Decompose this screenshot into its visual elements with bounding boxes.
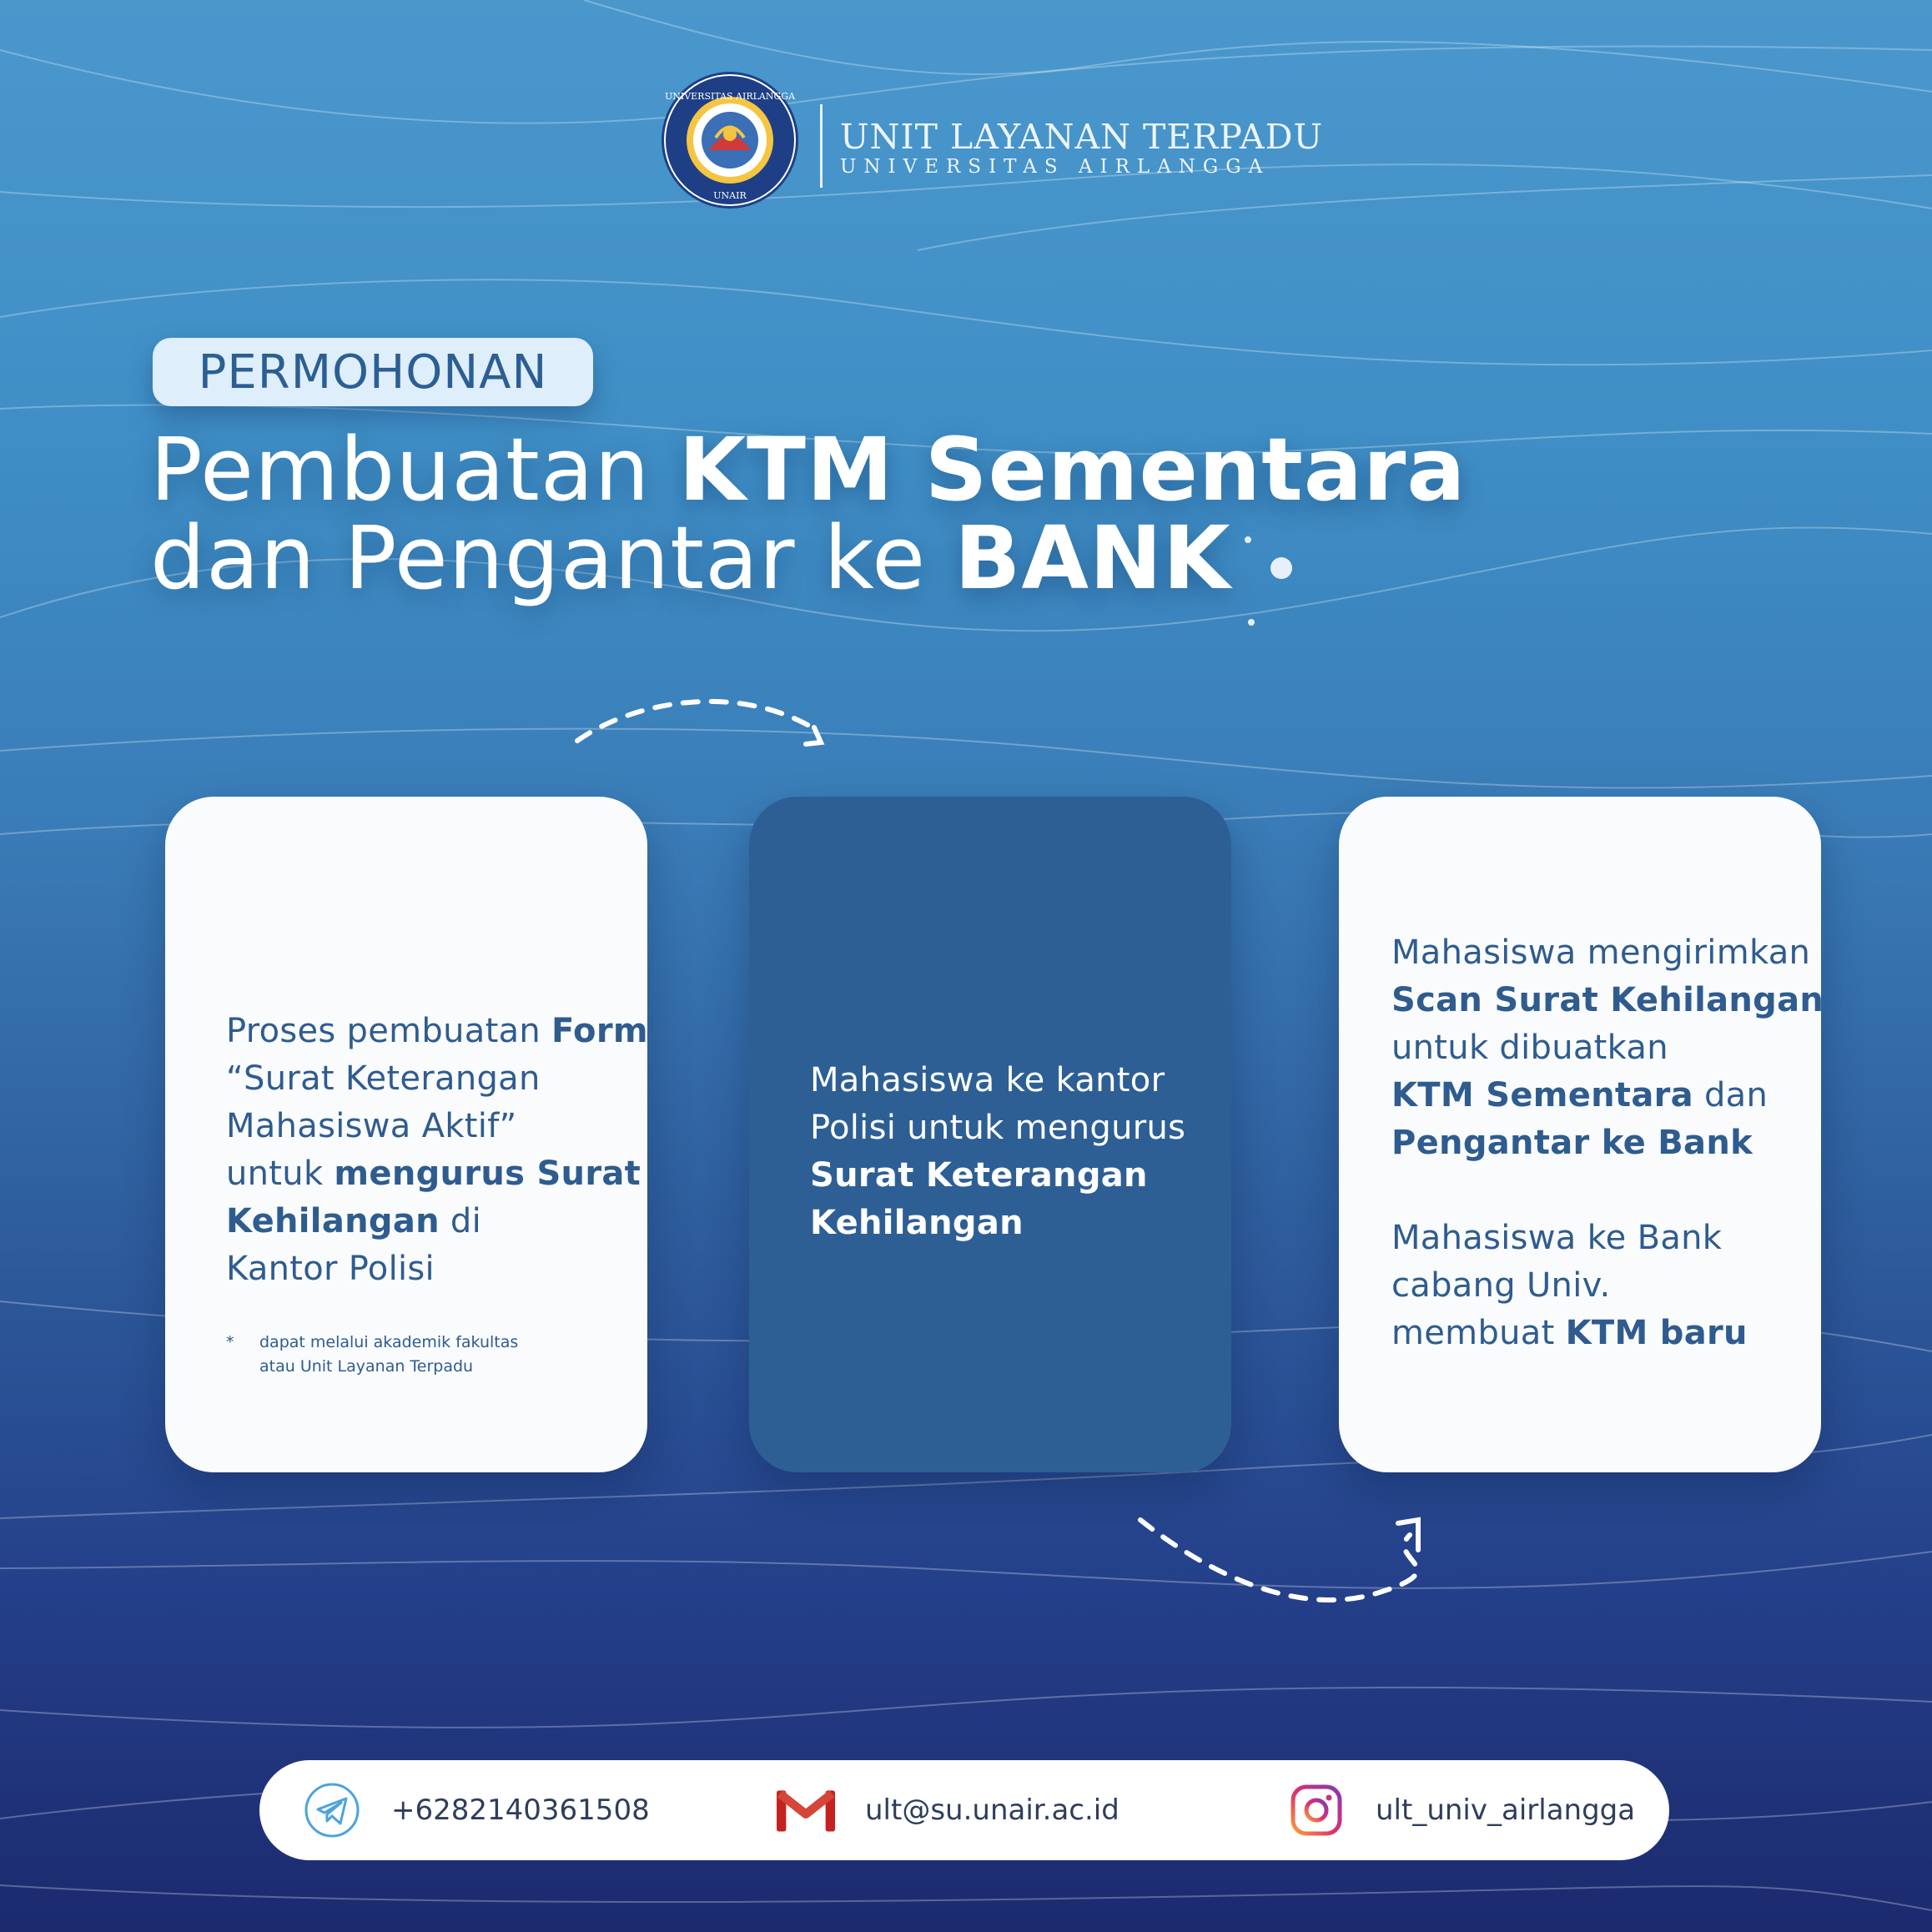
text-line: Mahasiswa mengirimkan xyxy=(1391,933,1811,972)
instagram-icon xyxy=(1287,1781,1346,1839)
decorative-dot-small xyxy=(1245,536,1251,543)
instagram-label: ult_univ_airlangga xyxy=(1376,1794,1636,1827)
text-line: Surat Keterangan xyxy=(810,1156,1148,1195)
title-line-2 xyxy=(150,507,1466,609)
header-divider-line xyxy=(820,104,823,188)
header-title: UNIT LAYANAN TERPADU xyxy=(840,117,1324,157)
text-line: Polisi untuk mengurus xyxy=(810,1109,1186,1147)
title-line-1 xyxy=(150,419,1467,521)
step-3-text xyxy=(1391,929,1824,1357)
email-label: ult@su.unair.ac.id xyxy=(865,1794,1119,1827)
svg-text:UNIVERSITAS AIRLANGGA: UNIVERSITAS AIRLANGGA xyxy=(664,91,796,102)
header xyxy=(661,71,1324,213)
text-line: cabang Univ. xyxy=(1391,1266,1611,1305)
title-line-2-bold: BANK xyxy=(954,507,1231,609)
decorative-dot-large xyxy=(1270,557,1292,579)
text-line: Proses pembuatan Form xyxy=(226,1012,648,1050)
text-line: Mahasiswa ke kantor xyxy=(810,1061,1165,1099)
step-card-3 xyxy=(1339,797,1824,1472)
contact-email[interactable] xyxy=(777,1760,1119,1860)
text-line: Mahasiswa Aktif” xyxy=(226,1107,517,1145)
gmail-icon xyxy=(777,1781,835,1839)
text-line: Kehilangan xyxy=(810,1204,1024,1242)
text-line: untuk dibuatkan xyxy=(1391,1029,1668,1067)
contact-instagram[interactable] xyxy=(1287,1760,1635,1860)
decorative-dot-small xyxy=(1248,619,1255,626)
badge-label: PERMOHONAN xyxy=(198,345,548,400)
footnote-text: dapat melalui akademik fakultas atau Unit Layanan Terpadu xyxy=(259,1333,519,1376)
text-line: KTM Sementara dan xyxy=(1391,1076,1768,1114)
phone-label: +6282140361508 xyxy=(391,1794,650,1827)
step-card-2 xyxy=(749,797,1231,1472)
text-line: “Surat Keterangan xyxy=(226,1059,541,1098)
title-line-2-regular: dan Pengantar ke xyxy=(150,507,955,609)
permohonan-badge xyxy=(153,338,593,406)
text-line: Pengantar ke Bank xyxy=(1391,1124,1753,1162)
header-subtitle: UNIVERSITAS AIRLANGGA xyxy=(840,156,1270,178)
text-line: Mahasiswa ke Bank xyxy=(1391,1219,1723,1257)
contact-phone[interactable] xyxy=(303,1760,650,1860)
title-line-1-regular: Pembuatan xyxy=(150,419,679,521)
step-1-text xyxy=(226,1008,648,1293)
text-line: Scan Surat Kehilangan xyxy=(1391,981,1824,1019)
page-title xyxy=(150,419,1467,609)
footnote-star: * xyxy=(226,1333,234,1351)
title-line-1-bold: KTM Sementara xyxy=(678,419,1467,521)
step-card-1 xyxy=(165,797,647,1472)
university-seal-logo xyxy=(661,71,799,209)
step-2-text xyxy=(810,1057,1185,1247)
text-line: Kantor Polisi xyxy=(226,1250,435,1288)
contact-bar xyxy=(259,1760,1669,1860)
text-line: Kehilangan di xyxy=(226,1202,482,1240)
svg-text:UNAIR: UNAIR xyxy=(713,190,747,201)
text-line: untuk mengurus Surat xyxy=(226,1155,641,1193)
text-line: membuat KTM baru xyxy=(1391,1314,1748,1352)
telegram-icon xyxy=(303,1781,361,1839)
